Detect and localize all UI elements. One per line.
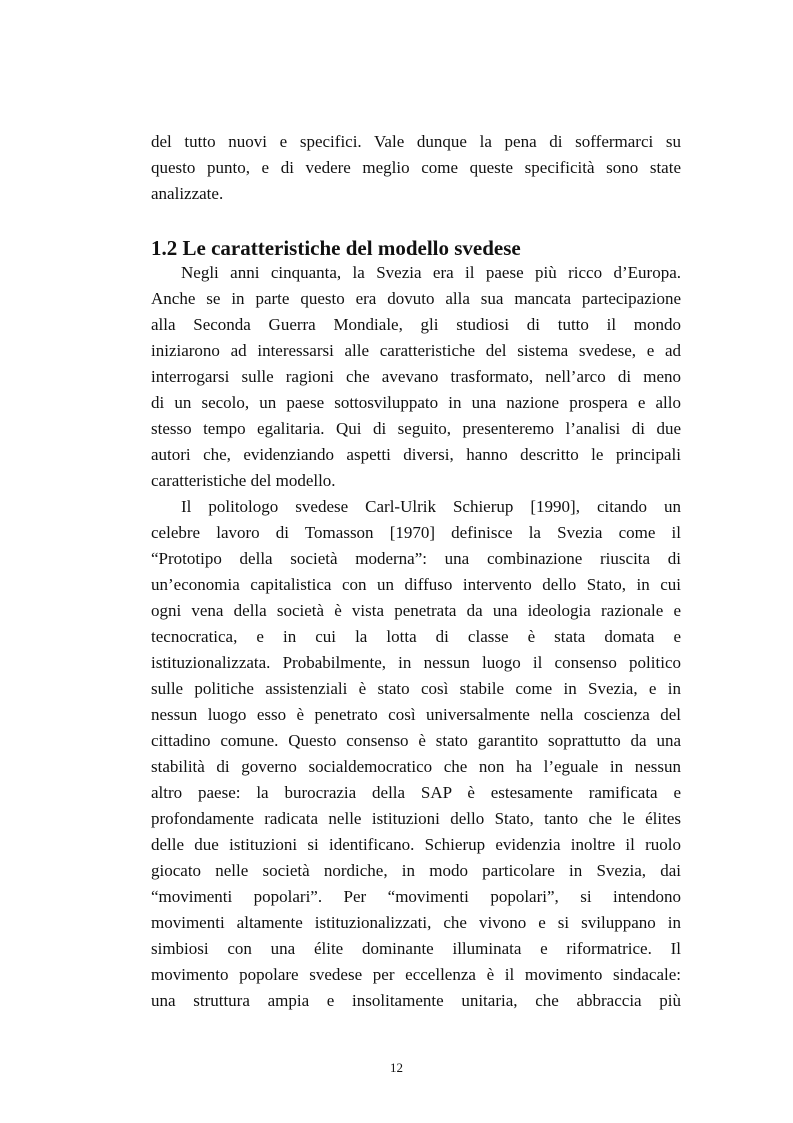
text-line: di un secolo, un paese sottosviluppato in una nazione prospera e allo bbox=[151, 393, 681, 412]
text-line: iniziarono ad interessarsi alle caratteristiche del sistema svedese, e ad bbox=[151, 341, 681, 360]
section-heading: 1.2 Le caratteristiche del modello svedese bbox=[151, 236, 521, 260]
text-line: simbiosi con una élite dominante illuminata e riformatrice. Il bbox=[151, 939, 681, 958]
text-line: Il politologo svedese Carl-Ulrik Schierup [1990], citando un bbox=[181, 497, 681, 516]
text-line: un’economia capitalistica con un diffuso intervento dello Stato, in cui bbox=[151, 575, 681, 594]
text-line: istituzionalizzata. Probabilmente, in nessun luogo il consenso politico bbox=[151, 653, 681, 672]
paragraph-2 bbox=[151, 494, 681, 1014]
text-line: analizzate. bbox=[151, 184, 224, 203]
text-line: alla Seconda Guerra Mondiale, gli studiosi di tutto il mondo bbox=[151, 315, 681, 334]
paragraph-1 bbox=[151, 260, 681, 494]
page-number: 12 bbox=[390, 1060, 403, 1075]
text-line: interrogarsi sulle ragioni che avevano trasformato, nell’arco di meno bbox=[151, 367, 681, 386]
text-line: Negli anni cinquanta, la Svezia era il paese più ricco d’Europa. bbox=[181, 263, 681, 282]
text-line: profondamente radicata nelle istituzioni dello Stato, tanto che le élites bbox=[151, 809, 681, 828]
text-line: Anche se in parte questo era dovuto alla sua mancata partecipazione bbox=[151, 289, 681, 308]
text-line: “Prototipo della società moderna”: una combinazione riuscita di bbox=[151, 549, 681, 568]
text-line: movimenti altamente istituzionalizzati, che vivono e si sviluppano in bbox=[151, 913, 681, 932]
text-line: celebre lavoro di Tomasson [1970] definisce la Svezia come il bbox=[151, 523, 681, 542]
text-line: questo punto, e di vedere meglio come queste specificità sono state bbox=[151, 158, 681, 177]
text-line: del tutto nuovi e specifici. Vale dunque la pena di soffermarci su bbox=[151, 132, 681, 151]
text-line: delle due istituzioni si identificano. Schierup evidenzia inoltre il ruolo bbox=[151, 835, 681, 854]
text-line: autori che, evidenziando aspetti diversi, hanno descritto le principali bbox=[151, 445, 681, 464]
text-line: tecnocratica, e in cui la lotta di classe è stata domata e bbox=[151, 627, 681, 646]
text-line: movimento popolare svedese per eccellenza è il movimento sindacale: bbox=[151, 965, 681, 984]
text-line: stabilità di governo socialdemocratico che non ha l’eguale in nessun bbox=[151, 757, 681, 776]
text-line: altro paese: la burocrazia della SAP è estesamente ramificata e bbox=[151, 783, 681, 802]
text-line: una struttura ampia e insolitamente unitaria, che abbraccia più bbox=[151, 991, 681, 1010]
text-line: caratteristiche del modello. bbox=[151, 471, 336, 490]
text-line: giocato nelle società nordiche, in modo particolare in Svezia, dai bbox=[151, 861, 681, 880]
text-line: stesso tempo egalitaria. Qui di seguito, presenteremo l’analisi di due bbox=[151, 419, 681, 438]
text-line: “movimenti popolari”. Per “movimenti popolari”, si intendono bbox=[151, 887, 681, 906]
text-line: cittadino comune. Questo consenso è stato garantito soprattutto da una bbox=[151, 731, 681, 750]
text-line: ogni vena della società è vista penetrata da una ideologia razionale e bbox=[151, 601, 681, 620]
text-line: sulle politiche assistenziali è stato così stabile come in Svezia, e in bbox=[151, 679, 681, 698]
intro-paragraph bbox=[151, 129, 681, 207]
text-line: nessun luogo esso è penetrato così universalmente nella coscienza del bbox=[151, 705, 681, 724]
